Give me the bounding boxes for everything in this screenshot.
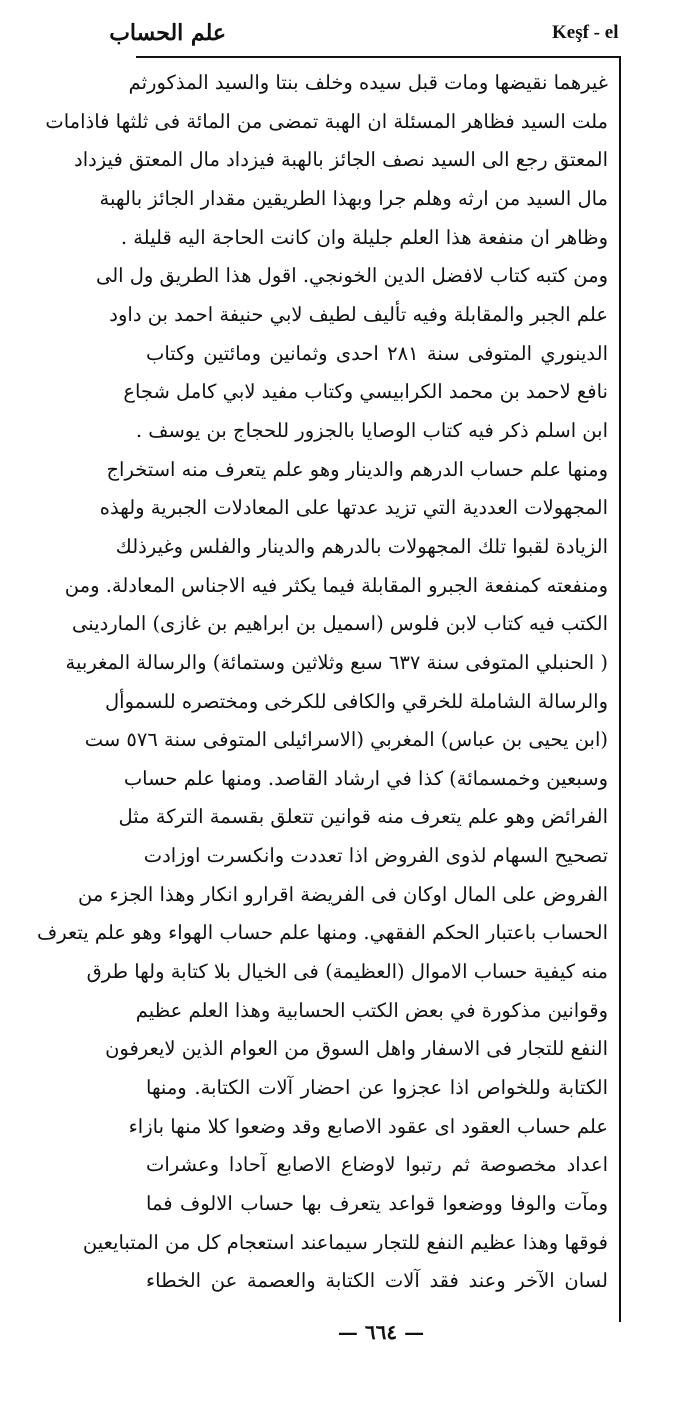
text-line: الزيادة لقبوا تلك المجهولات بالدرهم والدينار والفلس وغيرذلك [115, 534, 608, 558]
text-line: فوقها وهذا عظيم النفع للتجار سيماعند استعجام كل من المتبايعين [82, 1230, 608, 1254]
text-line: علم الجبر والمقابلة وفيه تأليف لطيف لابي حنيفة احمد بن داود [109, 302, 608, 326]
text-line: وسبعين وخمسمائة) كذا في ارشاد القاصد. ومنها علم حساب [123, 766, 608, 790]
text-line: ومن كتبه كتاب لافضل الدين الخونجي. اقول هذا الطريق ول الى [95, 264, 608, 288]
body-text [36, 64, 608, 1301]
text-line: الكتب فيه كتاب لابن فلوس (اسميل بن ابراهيم بن غازى) الماردينى [72, 612, 608, 636]
text-line: ومآت والوفا ووضعوا قواعد يتعرف بها حساب الالوف فما [146, 1192, 608, 1216]
header-arabic-title: علم الحساب [109, 20, 226, 46]
text-line: والرسالة الشاملة للخرقي والكافى للكرخى ومختصره للسموأل [104, 689, 608, 713]
column-divider [619, 56, 621, 1322]
text-line: ومنها علم حساب الدرهم والدينار وهو علم يتعرف منه استخراج [106, 457, 608, 481]
text-line: وظاهر ان منفعة هذا العلم جليلة وان كانت الحاجة اليه قليلة . [120, 225, 608, 249]
header-latin-title: Keşf - el [552, 22, 619, 43]
text-line: ( الحنبلي المتوفى سنة ٦٣٧ سبع وثلاثين وستمائة) والرسالة المغربية [65, 650, 608, 674]
text-line: المعتق رجع الى السيد نصف الجائز بالهبة فيزداد مال المعتق فيزداد [74, 148, 608, 172]
page-number: — ٦٦٤ — [337, 1320, 425, 1344]
text-line: اعداد مخصوصة ثم رتبوا لاوضاع الاصابع آحادا وعشرات [146, 1153, 608, 1177]
text-line: ومنفعته كمنفعة الجبرو المقابلة فيما يكثر فيه الاجناس المعادلة. ومن [64, 573, 608, 597]
text-line: الدينوري المتوفى سنة ٢٨١ احدى وثمانين ومائتين وكتاب [146, 341, 608, 365]
text-line: المجهولات العددية التي تزيد عدتها على المعادلات الجبرية ولهذه [99, 496, 608, 520]
text-line: ملت السيد فظاهر المسئلة ان الهبة تمضى من المائة فى ثلثها فاذامات [45, 109, 608, 133]
text-line: مال السيد من ارثه وهلم جرا وبهذا الطريقين مقدار الجائز بالهبة [99, 186, 608, 210]
header-divider [136, 56, 620, 58]
text-line: (ابن يحيى بن عباس) المغربي (الاسرائيلى المتوفى سنة ٥٧٦ ست [84, 728, 608, 752]
text-line: غيرهما نقيضها ومات قبل سيده وخلف بنتا والسيد المذكورثم [128, 71, 608, 94]
text-line: لسان الآخر وعند فقد آلات الكتابة والعصمة عن الخطاء [146, 1269, 608, 1293]
text-line: علم حساب العقود اى عقود الاصابع وقد وضعوا كلا منها بازاء [128, 1114, 608, 1138]
text-line: الفروض على المال اوكان فى الفريضة اقرارو انكار وهذا الجزء من [77, 882, 608, 906]
text-line: ابن اسلم ذكر فيه كتاب الوصايا بالجزور للحجاج بن يوسف . [135, 418, 608, 442]
text-line: وقوانين مذكورة في بعض الكتب الحسابية وهذا العلم عظيم [135, 998, 608, 1022]
text-line: النفع للتجار فى الاسفار واهل السوق من العوام الذين لايعرفون [105, 1037, 608, 1061]
text-line: الفرائض وهو علم يتعرف منه قوانين تتعلق بقسمة التركة مثل [118, 805, 608, 829]
running-header [109, 20, 696, 52]
text-line: الحساب باعتبار الحكم الفقهي. ومنها علم حساب الهواء وهو علم يتعرف [36, 921, 608, 945]
text-line: منه كيفية حساب الاموال (العظيمة) فى الخيال بلا كتابة ولها طرق [86, 960, 608, 984]
text-line: تصحيح السهام لذوى الفروض اذا تعددت وانكسرت اوزادت [143, 844, 608, 868]
text-line: الكتابة وللخواص اذا عجزوا عن احضار آلات الكتابة. ومنها [146, 1076, 608, 1100]
text-line: نافع لاحمد بن محمد الكرابيسي وكتاب مفيد لابي كامل شجاع [123, 380, 608, 404]
